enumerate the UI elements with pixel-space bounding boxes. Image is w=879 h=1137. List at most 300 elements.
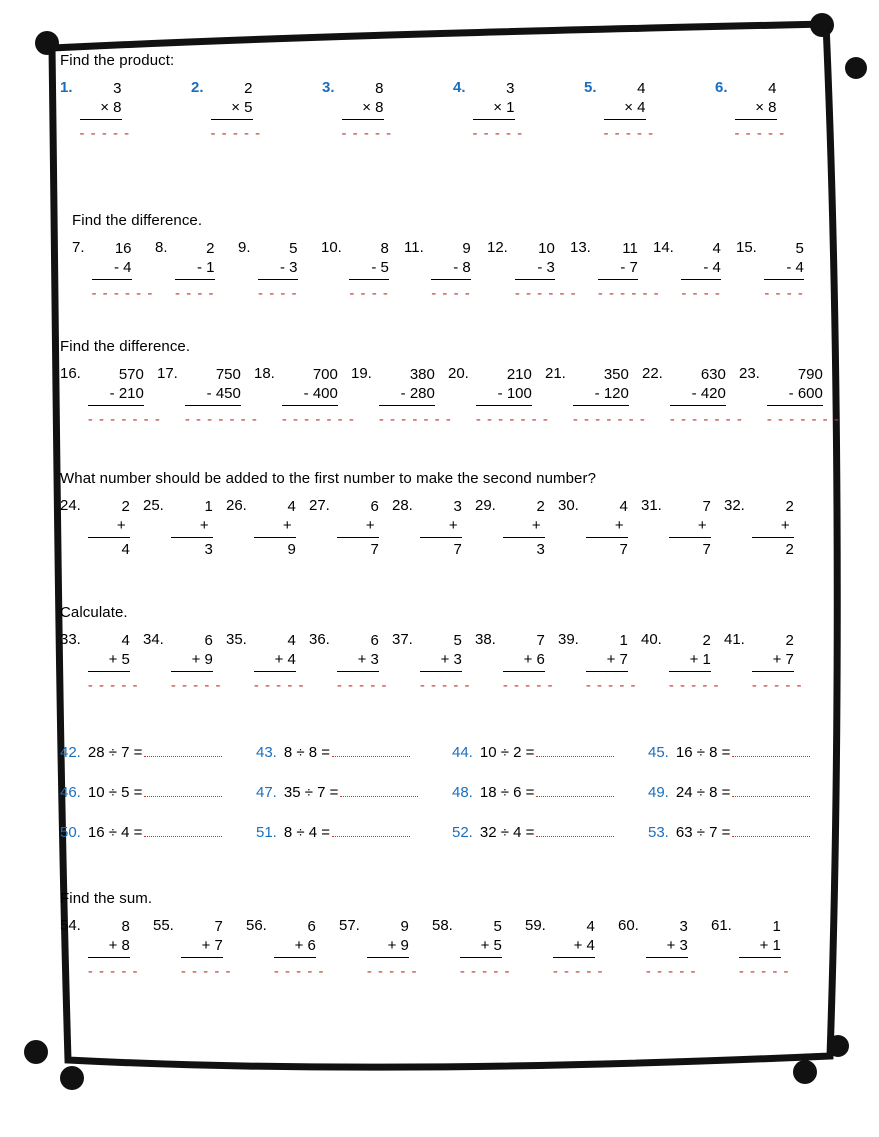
operand-bottom: + 3 xyxy=(666,937,688,954)
operand-top: 9 xyxy=(400,918,409,935)
operand-top: 2 xyxy=(702,632,711,649)
problem-number: 10. xyxy=(321,239,342,256)
answer-blank[interactable] xyxy=(536,822,614,837)
problem-7[interactable] xyxy=(72,239,155,302)
division-expression: 32 ÷ 4 = xyxy=(479,824,535,841)
answer-blank[interactable]: - - - - - - - xyxy=(572,411,646,428)
answer-blank[interactable] xyxy=(332,822,410,837)
problem-5[interactable] xyxy=(584,79,715,142)
answer-rule xyxy=(88,536,130,538)
answer-rule xyxy=(337,670,379,672)
answer-blank[interactable]: - - - - - xyxy=(180,963,232,980)
operand-bottom: + xyxy=(365,517,379,534)
operand-bottom: + 9 xyxy=(191,651,213,668)
division-problem-47[interactable] xyxy=(256,782,452,801)
operand-bottom: × 1 xyxy=(493,99,515,116)
answer-blank[interactable] xyxy=(732,782,810,797)
answer-blank[interactable]: - - - - - xyxy=(751,677,803,694)
operand-bottom: + 4 xyxy=(573,937,595,954)
division-problem-49[interactable] xyxy=(648,782,844,801)
division-expression: 16 ÷ 8 = xyxy=(675,744,731,761)
problem-10[interactable] xyxy=(321,239,404,302)
operand-top: 2 xyxy=(536,498,545,515)
problem-number: 44. xyxy=(452,744,473,761)
operand-top: 9 xyxy=(462,240,471,257)
division-problem-51[interactable] xyxy=(256,822,452,841)
answer-blank[interactable]: - - - - - xyxy=(645,963,697,980)
operand-bottom: + 5 xyxy=(108,651,130,668)
problem-number: 12. xyxy=(487,239,508,256)
operand-top: 7 xyxy=(536,632,545,649)
operand-top: 16 xyxy=(114,240,132,257)
answer-blank[interactable]: - - - - - xyxy=(273,963,325,980)
answer-rule xyxy=(185,404,241,406)
answer-rule xyxy=(670,404,726,406)
answer-blank[interactable]: - - - - - xyxy=(603,125,655,142)
problem-26[interactable] xyxy=(226,497,309,559)
division-problem-53[interactable] xyxy=(648,822,844,841)
operand-top: 4 xyxy=(712,240,721,257)
operand-top: 2 xyxy=(121,498,130,515)
problem-number: 55. xyxy=(153,917,174,934)
operand-bottom: + 5 xyxy=(480,937,502,954)
operand-bottom: - 100 xyxy=(497,385,532,402)
answer-blank[interactable]: - - - - xyxy=(349,285,389,302)
operand-top: 1 xyxy=(772,918,781,935)
problem-number: 4. xyxy=(453,79,466,96)
answer-blank[interactable]: - - - - - xyxy=(87,963,139,980)
problem-number: 13. xyxy=(570,239,591,256)
answer-blank[interactable]: - - - - - xyxy=(668,677,720,694)
operand-bottom: - 280 xyxy=(400,385,435,402)
answer-blank[interactable]: - - - - - xyxy=(552,963,604,980)
operand-top: 7 xyxy=(702,498,711,515)
problem-number: 31. xyxy=(641,497,662,514)
operand-top: 1 xyxy=(619,632,628,649)
problem-34[interactable] xyxy=(143,631,226,694)
problem-number: 45. xyxy=(648,744,669,761)
operand-bottom: - 600 xyxy=(788,385,823,402)
problem-number: 59. xyxy=(525,917,546,934)
answer-blank[interactable]: - - - - xyxy=(681,285,721,302)
problem-number: 6. xyxy=(715,79,728,96)
operand-bottom: + xyxy=(282,517,296,534)
answer-rule xyxy=(88,670,130,672)
answer-blank[interactable]: - - - - xyxy=(431,285,471,302)
problem-37[interactable] xyxy=(392,631,475,694)
problem-2[interactable] xyxy=(191,79,322,142)
problem-number: 1. xyxy=(60,79,73,96)
division-expression: 24 ÷ 8 = xyxy=(675,784,731,801)
problem-6[interactable] xyxy=(715,79,846,142)
operand-top: 3 xyxy=(453,498,462,515)
division-expression: 16 ÷ 4 = xyxy=(87,824,143,841)
operand-bottom: + 1 xyxy=(759,937,781,954)
operand-top: 4 xyxy=(768,80,777,97)
problem-number: 36. xyxy=(309,631,330,648)
problem-number: 5. xyxy=(584,79,597,96)
answer-blank[interactable]: - - - - - xyxy=(253,677,305,694)
operand-bottom: - 5 xyxy=(371,259,389,276)
operand-top: 4 xyxy=(287,632,296,649)
answer-rule xyxy=(367,956,409,958)
section-heading-product: Find the product: xyxy=(60,52,175,69)
answer-blank[interactable]: - - - - - - - xyxy=(766,411,840,428)
problem-number: 18. xyxy=(254,365,275,382)
problem-number: 16. xyxy=(60,365,81,382)
operand-top: 2 xyxy=(785,632,794,649)
answer-rule xyxy=(473,118,515,120)
problem-38[interactable] xyxy=(475,631,558,694)
answer-blank[interactable]: - - - - - xyxy=(210,125,262,142)
operand-bottom: + 3 xyxy=(357,651,379,668)
operand-bottom: + 9 xyxy=(387,937,409,954)
problem-15[interactable] xyxy=(736,239,819,302)
division-expression: 8 ÷ 8 = xyxy=(283,744,331,761)
section-calculate-heading: Calculate. xyxy=(60,604,128,621)
answer-blank[interactable]: - - - - xyxy=(764,285,804,302)
problem-58[interactable] xyxy=(432,917,525,980)
answer-blank[interactable] xyxy=(340,782,418,797)
result-value: 7 xyxy=(619,541,628,558)
problem-8[interactable] xyxy=(155,239,238,302)
division-problem-52[interactable] xyxy=(452,822,648,841)
problem-41[interactable] xyxy=(724,631,807,694)
answer-blank[interactable] xyxy=(732,742,810,757)
answer-blank[interactable] xyxy=(536,742,614,757)
answer-rule xyxy=(764,278,804,280)
problem-17[interactable] xyxy=(157,365,258,428)
answer-blank[interactable]: - - - - - xyxy=(170,677,222,694)
answer-blank[interactable] xyxy=(144,742,222,757)
answer-blank[interactable]: - - - - - xyxy=(472,125,524,142)
division-expression: 18 ÷ 6 = xyxy=(479,784,535,801)
operand-bottom: - 3 xyxy=(280,259,298,276)
answer-rule xyxy=(669,670,711,672)
section-find-the-product xyxy=(60,52,850,142)
answer-rule xyxy=(211,118,253,120)
problem-16[interactable] xyxy=(60,365,161,428)
answer-blank[interactable]: - - - - - xyxy=(734,125,786,142)
operand-bottom: + 3 xyxy=(440,651,462,668)
problem-number: 35. xyxy=(226,631,247,648)
operand-bottom: - 1 xyxy=(197,259,215,276)
division-problem-44[interactable] xyxy=(452,742,648,761)
operand-bottom: - 210 xyxy=(109,385,144,402)
problem-number: 23. xyxy=(739,365,760,382)
answer-rule xyxy=(171,536,213,538)
problem-number: 58. xyxy=(432,917,453,934)
operand-top: 5 xyxy=(453,632,462,649)
problem-33[interactable] xyxy=(60,631,143,694)
result-value: 7 xyxy=(453,541,462,558)
section-find-the-difference-2 xyxy=(60,338,850,428)
problem-31[interactable] xyxy=(641,497,724,559)
operand-bottom: - 450 xyxy=(206,385,241,402)
operand-top: 8 xyxy=(380,240,389,257)
operand-top: 8 xyxy=(121,918,130,935)
answer-rule xyxy=(254,536,296,538)
answer-rule xyxy=(681,278,721,280)
problem-25[interactable] xyxy=(143,497,226,559)
answer-rule xyxy=(431,278,471,280)
problem-number: 54. xyxy=(60,917,81,934)
section-find-the-difference-2-heading: Find the difference. xyxy=(60,338,191,355)
problem-23[interactable] xyxy=(739,365,840,428)
operand-bottom: + 8 xyxy=(108,937,130,954)
operand-top: 8 xyxy=(375,80,384,97)
result-value: 3 xyxy=(536,541,545,558)
answer-blank[interactable] xyxy=(536,782,614,797)
answer-rule xyxy=(274,956,316,958)
result-value: 4 xyxy=(121,541,130,558)
problem-12[interactable] xyxy=(487,239,577,302)
answer-blank[interactable] xyxy=(332,742,410,757)
problem-number: 52. xyxy=(452,824,473,841)
operand-bottom: + 1 xyxy=(689,651,711,668)
problem-60[interactable] xyxy=(618,917,711,980)
worksheet-sheet xyxy=(58,52,848,1052)
section-find-the-difference-1 xyxy=(72,212,862,302)
answer-blank[interactable]: - - - - - - - xyxy=(378,411,452,428)
operand-top: 1 xyxy=(204,498,213,515)
problem-number: 22. xyxy=(642,365,663,382)
problem-29[interactable] xyxy=(475,497,558,559)
operand-top: 570 xyxy=(118,366,144,383)
operand-bottom: + xyxy=(531,517,545,534)
operand-bottom: + xyxy=(614,517,628,534)
operand-bottom: + xyxy=(116,517,130,534)
answer-blank[interactable]: - - - - - - - xyxy=(281,411,355,428)
problem-14[interactable] xyxy=(653,239,736,302)
problem-number: 61. xyxy=(711,917,732,934)
problem-20[interactable] xyxy=(448,365,549,428)
answer-rule xyxy=(254,670,296,672)
problem-number: 8. xyxy=(155,239,168,256)
answer-blank[interactable]: - - - - - xyxy=(336,677,388,694)
answer-blank[interactable]: - - - - - - xyxy=(514,285,577,302)
answer-rule xyxy=(752,670,794,672)
answer-rule xyxy=(92,278,132,280)
problem-19[interactable] xyxy=(351,365,452,428)
problem-number: 14. xyxy=(653,239,674,256)
operand-bottom: - 3 xyxy=(537,259,555,276)
problem-number: 30. xyxy=(558,497,579,514)
answer-blank[interactable]: - - - - - xyxy=(341,125,393,142)
problem-57[interactable] xyxy=(339,917,432,980)
problem-35[interactable] xyxy=(226,631,309,694)
operand-bottom: + 6 xyxy=(294,937,316,954)
operand-top: 10 xyxy=(538,240,555,257)
answer-blank[interactable]: - - - - - xyxy=(87,677,139,694)
problem-22[interactable] xyxy=(642,365,743,428)
answer-blank[interactable] xyxy=(144,822,222,837)
problem-13[interactable] xyxy=(570,239,660,302)
result-value: 7 xyxy=(370,541,379,558)
problem-number: 50. xyxy=(60,824,81,841)
operand-top: 3 xyxy=(506,80,515,97)
operand-bottom: × 5 xyxy=(231,99,253,116)
answer-blank[interactable]: - - - - - - xyxy=(91,285,154,302)
problem-24[interactable] xyxy=(60,497,143,559)
operand-top: 11 xyxy=(622,240,638,257)
answer-rule xyxy=(503,536,545,538)
problem-61[interactable] xyxy=(711,917,804,980)
answer-blank[interactable]: - - - - xyxy=(175,285,215,302)
problem-number: 7. xyxy=(72,239,85,256)
result-value: 2 xyxy=(785,541,794,558)
operand-bottom: × 8 xyxy=(755,99,777,116)
operand-top: 6 xyxy=(307,918,316,935)
problem-32[interactable] xyxy=(724,497,807,559)
problem-11[interactable] xyxy=(404,239,487,302)
result-value: 3 xyxy=(204,541,213,558)
problem-number: 53. xyxy=(648,824,669,841)
problem-number: 11. xyxy=(404,239,424,256)
result-value: 9 xyxy=(287,541,296,558)
result-value: 7 xyxy=(702,541,711,558)
answer-blank[interactable]: - - - - - xyxy=(502,677,554,694)
answer-blank[interactable]: - - - - - - - xyxy=(87,411,161,428)
answer-rule xyxy=(553,956,595,958)
problem-number: 43. xyxy=(256,744,277,761)
problem-number: 20. xyxy=(448,365,469,382)
answer-rule xyxy=(282,404,338,406)
operand-top: 3 xyxy=(113,80,122,97)
division-problem-50[interactable] xyxy=(60,822,256,841)
problem-54[interactable] xyxy=(60,917,153,980)
answer-blank[interactable] xyxy=(144,782,222,797)
problem-number: 41. xyxy=(724,631,745,648)
answer-blank[interactable]: - - - - - xyxy=(79,125,131,142)
operand-top: 5 xyxy=(493,918,502,935)
division-expression: 28 ÷ 7 = xyxy=(87,744,143,761)
operand-bottom: + 4 xyxy=(274,651,296,668)
problem-number: 27. xyxy=(309,497,330,514)
answer-rule xyxy=(586,536,628,538)
section-missing-addend xyxy=(60,470,850,559)
problem-3[interactable] xyxy=(322,79,453,142)
problem-28[interactable] xyxy=(392,497,475,559)
problem-55[interactable] xyxy=(153,917,246,980)
problem-number: 47. xyxy=(256,784,277,801)
operand-bottom: - 400 xyxy=(303,385,338,402)
answer-rule xyxy=(739,956,781,958)
problem-number: 24. xyxy=(60,497,81,514)
division-problem-48[interactable] xyxy=(452,782,648,801)
answer-blank[interactable]: - - - - - - - xyxy=(475,411,549,428)
problem-40[interactable] xyxy=(641,631,724,694)
answer-rule xyxy=(88,404,144,406)
answer-blank[interactable]: - - - - - xyxy=(419,677,471,694)
division-problem-45[interactable] xyxy=(648,742,844,761)
answer-blank[interactable]: - - - - - xyxy=(585,677,637,694)
problem-30[interactable] xyxy=(558,497,641,559)
problem-number: 21. xyxy=(545,365,566,382)
operand-top: 350 xyxy=(603,366,629,383)
answer-blank[interactable]: - - - - - xyxy=(738,963,790,980)
problem-number: 26. xyxy=(226,497,247,514)
section-find-the-difference-1-heading: Find the difference. xyxy=(72,212,203,229)
answer-rule xyxy=(767,404,823,406)
operand-top: 4 xyxy=(287,498,296,515)
division-problem-42[interactable] xyxy=(60,742,256,761)
operand-bottom: + xyxy=(199,517,213,534)
operand-top: 7 xyxy=(214,918,223,935)
problem-number: 19. xyxy=(351,365,372,382)
operand-bottom: - 120 xyxy=(594,385,629,402)
answer-blank[interactable]: - - - - - - - xyxy=(669,411,743,428)
problem-56[interactable] xyxy=(246,917,339,980)
problem-number: 25. xyxy=(143,497,164,514)
problem-59[interactable] xyxy=(525,917,618,980)
operand-bottom: - 420 xyxy=(691,385,726,402)
problem-number: 2. xyxy=(191,79,204,96)
operand-top: 6 xyxy=(204,632,213,649)
answer-blank[interactable]: - - - - - - - xyxy=(184,411,258,428)
operand-bottom: × 8 xyxy=(100,99,122,116)
operand-bottom: - 4 xyxy=(786,259,804,276)
answer-rule xyxy=(80,118,122,120)
problem-39[interactable] xyxy=(558,631,641,694)
answer-rule xyxy=(460,956,502,958)
operand-bottom: - 8 xyxy=(453,259,471,276)
answer-rule xyxy=(503,670,545,672)
problem-9[interactable] xyxy=(238,239,321,302)
problem-number: 28. xyxy=(392,497,413,514)
operand-top: 6 xyxy=(370,498,379,515)
problem-1[interactable] xyxy=(60,79,191,142)
answer-blank[interactable] xyxy=(732,822,810,837)
section-find-the-sum xyxy=(60,890,850,980)
problem-number: 33. xyxy=(60,631,81,648)
section-missing-addend-heading: What number should be added to the first number to make the second number? xyxy=(60,470,597,487)
section-find-the-sum-heading: Find the sum. xyxy=(60,890,153,907)
problem-27[interactable] xyxy=(309,497,392,559)
answer-rule xyxy=(735,118,777,120)
problem-number: 37. xyxy=(392,631,413,648)
answer-rule xyxy=(669,536,711,538)
problem-18[interactable] xyxy=(254,365,355,428)
operand-top: 3 xyxy=(679,918,688,935)
problem-36[interactable] xyxy=(309,631,392,694)
division-problem-46[interactable] xyxy=(60,782,256,801)
answer-blank[interactable]: - - - - xyxy=(258,285,298,302)
problem-number: 57. xyxy=(339,917,360,934)
answer-rule xyxy=(752,536,794,538)
answer-blank[interactable]: - - - - - - xyxy=(597,285,660,302)
answer-blank[interactable]: - - - - - xyxy=(459,963,511,980)
division-expression: 8 ÷ 4 = xyxy=(283,824,331,841)
answer-rule xyxy=(646,956,688,958)
operand-top: 700 xyxy=(312,366,338,383)
operand-bottom: + xyxy=(780,517,794,534)
answer-rule xyxy=(181,956,223,958)
operand-top: 6 xyxy=(370,632,379,649)
division-problem-43[interactable] xyxy=(256,742,452,761)
problem-number: 56. xyxy=(246,917,267,934)
answer-blank[interactable]: - - - - - xyxy=(366,963,418,980)
problem-21[interactable] xyxy=(545,365,646,428)
problem-number: 15. xyxy=(736,239,757,256)
answer-rule xyxy=(258,278,298,280)
operand-bottom: + 7 xyxy=(606,651,628,668)
problem-4[interactable] xyxy=(453,79,584,142)
problem-number: 17. xyxy=(157,365,178,382)
operand-bottom: + 7 xyxy=(201,937,223,954)
answer-rule xyxy=(573,404,629,406)
operand-top: 750 xyxy=(215,366,241,383)
